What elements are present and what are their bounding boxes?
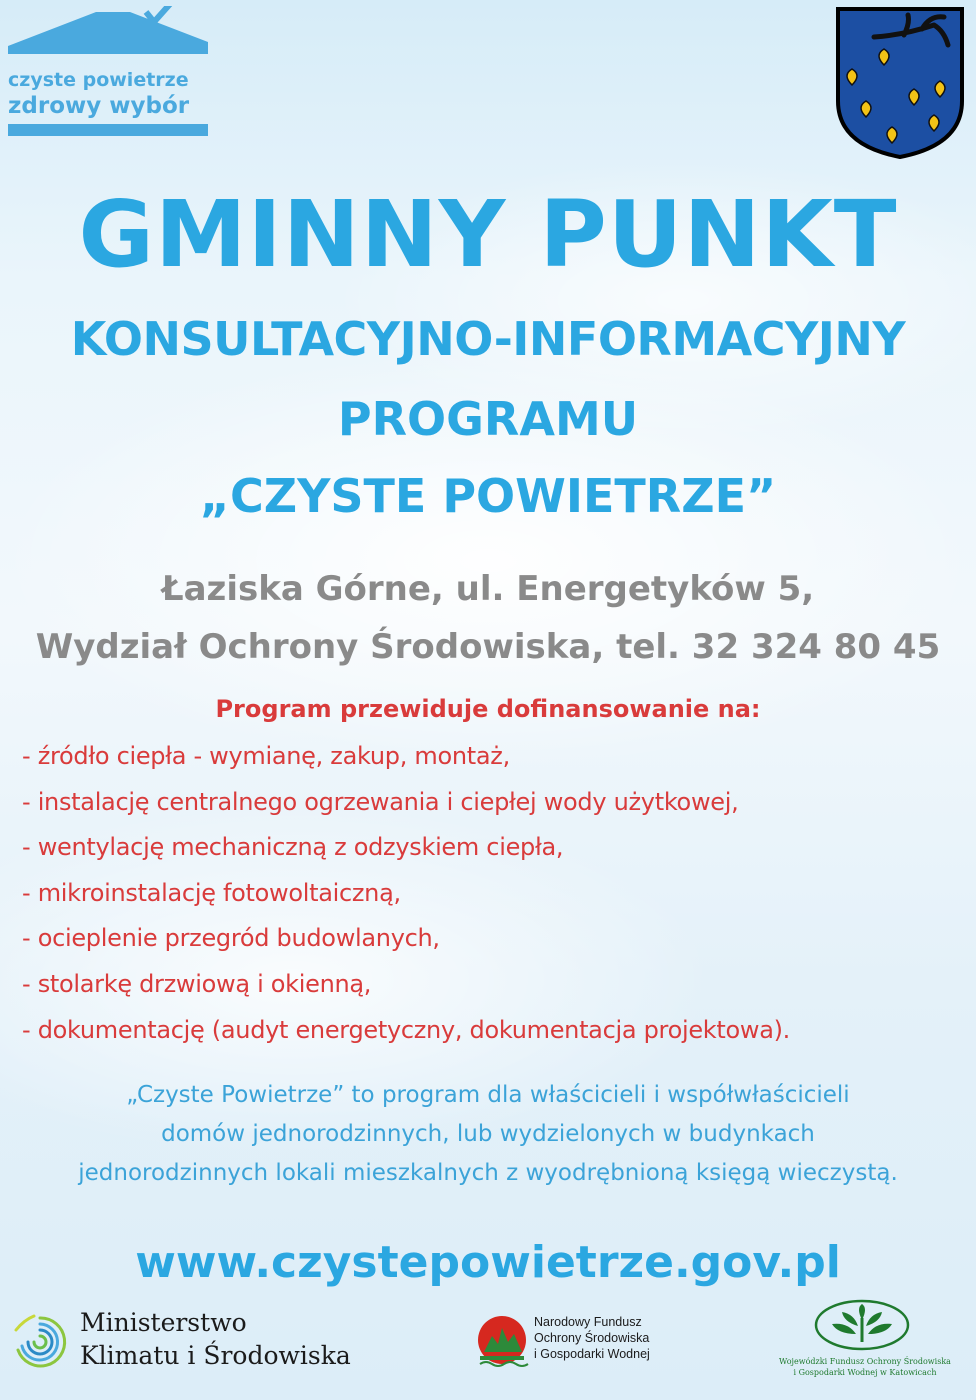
ministry-swirl-icon: [10, 1310, 70, 1374]
description-line-2: domów jednorodzinnych, lub wydzielonych w budynkach: [161, 1121, 815, 1147]
program-name: „CZYSTE POWIETRZE”: [199, 469, 777, 523]
list-item: - ocieplenie przegród budowlanych,: [22, 924, 440, 953]
ministry-line-1: Ministerstwo: [80, 1308, 247, 1337]
list-item: - źródło ciepła - wymianę, zakup, montaż,: [22, 742, 510, 770]
program-description: [0, 1076, 976, 1193]
nfosigw-line-3: i Gospodarki Wodnej: [534, 1347, 650, 1361]
wfosigw-name: [760, 1356, 970, 1378]
address-line-1: Łaziska Górne, ul. Energetyków 5,: [161, 569, 815, 609]
program-line: PROGRAMU: [337, 392, 639, 446]
nfosigw-logo-icon: [474, 1312, 530, 1372]
subheadline: KONSULTACYJNO-INFORMACYJNY: [70, 312, 906, 366]
list-item: - stolarkę drzwiową i okienną,: [22, 969, 372, 998]
headline: GMINNY PUNKT: [78, 181, 898, 288]
house-check-icon: [8, 6, 208, 66]
website-url[interactable]: www.czystepowietrze.gov.pl: [135, 1237, 841, 1288]
list-item: - dokumentację (audyt energetyczny, dokumentacja projektowa).: [22, 1015, 791, 1044]
wfosigw-leaves-icon: [812, 1298, 912, 1352]
ministry-line-2: Klimatu i Środowiska: [80, 1341, 351, 1370]
list-item: - mikroinstalację fotowoltaiczną,: [22, 878, 401, 907]
nfosigw-line-1: Narodowy Fundusz: [534, 1315, 642, 1329]
logo-underline: [8, 124, 208, 136]
logo-line-2: zdrowy wybór: [8, 93, 190, 119]
description-line-3: jednorodzinnych lokali mieszkalnych z wyodrębnioną księgą wieczystą.: [78, 1160, 898, 1186]
list-item: - instalację centralnego ogrzewania i ciepłej wody użytkowej,: [22, 787, 739, 816]
wfosigw-line-2: i Gospodarki Wodnej w Katowicach: [793, 1368, 937, 1377]
nfosigw-name: [534, 1314, 650, 1362]
logo-line-1: czyste powietrze: [8, 69, 189, 91]
nfosigw-line-2: Ochrony Środowiska: [534, 1331, 650, 1345]
ministry-name: [80, 1306, 351, 1372]
wfosigw-line-1: Wojewódzki Fundusz Ochrony Środowiska: [779, 1357, 951, 1366]
address-line-2: Wydział Ochrony Środowiska, tel. 32 324 80 45: [35, 627, 941, 667]
coat-of-arms-icon: [834, 5, 966, 161]
funding-heading: Program przewiduje dofinansowanie na:: [215, 695, 761, 723]
czyste-powietrze-logo: [8, 6, 208, 134]
description-line-1: „Czyste Powietrze” to program dla właścicieli i współwłaścicieli: [126, 1082, 850, 1108]
funding-list: [22, 734, 962, 1053]
logo-text: [8, 68, 208, 120]
list-item: - wentylację mechaniczną z odzyskiem ciepła,: [22, 833, 564, 862]
